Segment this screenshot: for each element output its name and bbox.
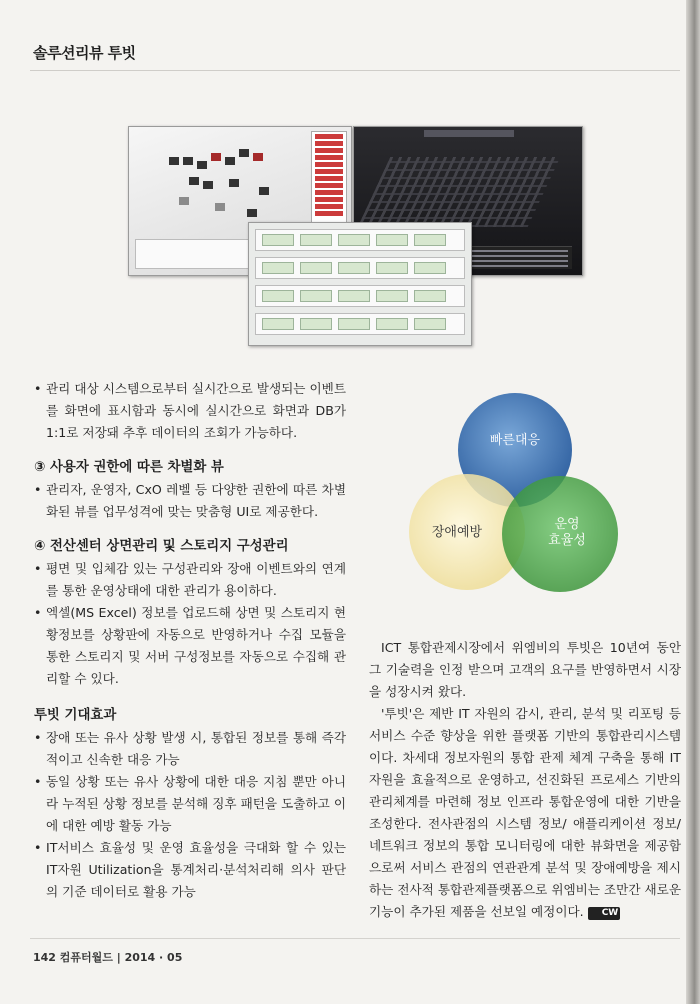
page-folio: 142 컴퓨터월드 | 2014 · 05	[33, 951, 183, 964]
paragraph-1: ICT 통합관제시장에서 위엠비의 투빗은 10년여 동안 그 기술력을 인정 받으며 고객의 요구를 반영하면서 시장을 성장시켜 왔다.	[369, 640, 681, 699]
page-spine-shadow	[686, 0, 700, 1004]
effects-heading: 투빗 기대효과	[34, 708, 117, 723]
left-column	[34, 378, 346, 903]
section4-bullet-1: • 평면 및 입체감 있는 구성관리와 장애 이벤트와의 연계를 통한 운영상태에 대한 관리가 용이하다.	[34, 558, 346, 602]
paragraph-2	[369, 703, 681, 923]
effects-bullet-2: • 동일 상황 또는 유사 상황에 대한 대응 지침 뿐만 아니라 누적된 상황 정보를 분석해 징후 패턴을 도출하고 이에 대한 예방 활동 가능	[34, 771, 346, 837]
storage-status-screenshot	[248, 222, 472, 346]
footer-divider	[30, 938, 680, 939]
venn-label-fast-response: 빠른대응	[489, 433, 541, 448]
title-divider	[30, 70, 680, 71]
venn-label-efficiency: 효율성	[548, 533, 586, 548]
paragraph-2-text: '투빗'은 제반 IT 자원의 감시, 관리, 분석 및 리포팅 등 서비스 수준 향상을 위한 플랫폼 기반의 통합관리시스템이다. 차세대 정보자원의 통합 관제 체계 구축을 통해 IT 자원을 효율적으로 운영하고, 선진화된 프로세스 기반의 관리체계를 마련해 정보 인프라 통합운영에 대한 기반을 조성한다. 전사관점의 시스템 정보/ 애플리케이션 정보/ 네트워크 정보의 통합 모니터링에 대한 뷰화면을 제공함으로써 서비스 관점의 연관관계 분석 및 장애예방을 제시하는 전사적 통합관제플랫폼으로 위엠비는 조만간 새로운 기능이 추가된 제품을 선보일 예정이다.	[369, 706, 681, 919]
section3-heading: ③ 사용자 권한에 따른 차별화 뷰	[34, 460, 224, 475]
cw-end-mark: CW	[588, 907, 621, 920]
effects-bullet-3: • IT서비스 효율성 및 운영 효율성을 극대화 할 수 있는 IT자원 Utilization을 통계처리·분석처리해 의사 판단의 기준 데이터로 활용 가능	[34, 837, 346, 903]
right-column	[369, 637, 681, 923]
section-title: 솔루션리뷰 투빗	[33, 44, 136, 62]
section4-heading: ④ 전산센터 상면관리 및 스토리지 구성관리	[34, 539, 289, 554]
section4-bullet-2: • 엑셀(MS Excel) 정보를 업로드해 상면 및 스토리지 현황정보를 상황판에 자동으로 반영하거나 수집 모듈을 통한 스토리지 및 서버 구성정보를 자동으로 수집해 관리할 수 있다.	[34, 602, 346, 690]
effects-bullet-1: • 장애 또는 유사 상황 발생 시, 통합된 정보를 통해 즉각적이고 신속한 대응 가능	[34, 727, 346, 771]
section3-bullet: • 관리자, 운영자, CxO 레벨 등 다양한 권한에 따른 차별화된 뷰를 업무성격에 맞는 맞춤형 UI로 제공한다.	[34, 479, 346, 523]
intro-bullet: • 관리 대상 시스템으로부터 실시간으로 발생되는 이벤트를 화면에 표시함과 동시에 실시간으로 화면과 DB가 1:1로 저장돼 추후 데이터의 조회가 가능하다.	[34, 378, 346, 444]
venn-label-failure-prevention: 장애예방	[431, 525, 483, 540]
venn-diagram	[395, 392, 635, 617]
venn-label-operation: 운영	[554, 517, 580, 532]
